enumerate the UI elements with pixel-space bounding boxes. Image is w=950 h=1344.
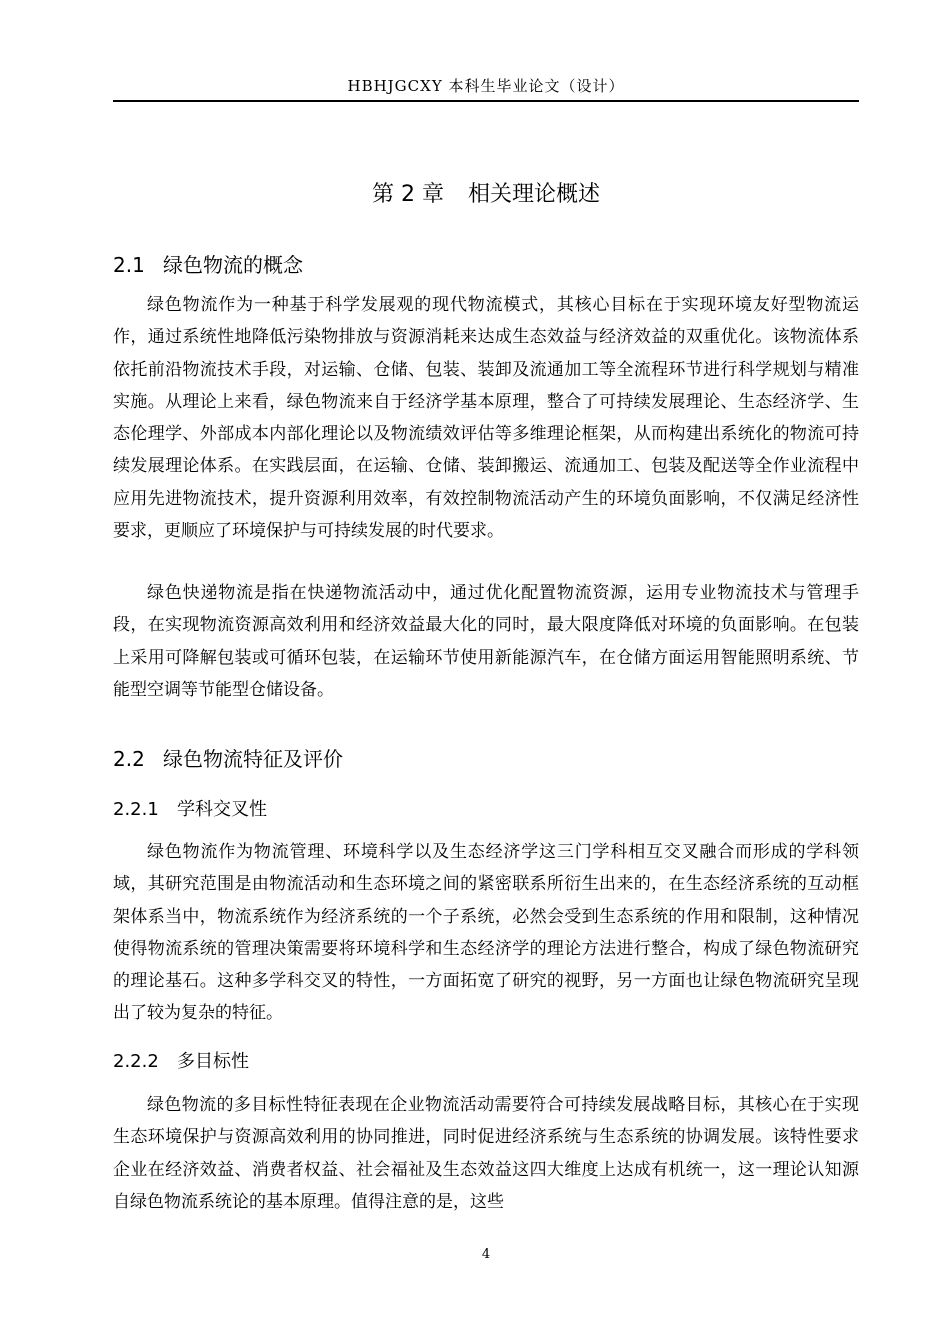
subsection-heading-2-2-1 [113,794,267,826]
header-divider [113,100,859,102]
page-header: HBHJGCXY 本科生毕业论文（设计） [347,77,625,95]
chapter-title [113,175,859,215]
section-title: 绿色物流特征及评价 [163,747,343,771]
paragraph: 绿色物流作为一种基于科学发展观的现代物流模式，其核心目标在于实现环境友好型物流运作，通过系统性地降低污染物排放与资源消耗来达成生态效益与经济效益的双重优化。该物流体系依托前沿物流技术手段，对运输、仓储、包装、装卸及流通加工等全流程环节进行科学规划与精准实施。从理论上来看，绿色物流来自于经济学基本原理，整合了可持续发展理论、生态经济学、生态伦理学、外部成本内部化理论以及物流绩效评估等多维理论框架，从而构建出系统化的物流可持续发展理论体系。在实践层面，在运输、仓储、装卸搬运、流通加工、包装及配送等全作业流程中应用先进物流技术，提升资源利用效率，有效控制物流活动产生的环境负面影响，不仅满足经济性要求，更顺应了环境保护与可持续发展的时代要求。 [113,295,859,542]
paragraph: 绿色物流的多目标性特征表现在企业物流活动需要符合可持续发展战略目标，其核心在于实现生态环境保护与资源高效利用的协同推进，同时促进经济系统与生态系统的协调发展。该特性要求企业在经济效益、消费者权益、社会福祉及生态效益这四大维度上达成有机统一，这一理论认知源自绿色物流系统论的基本原理。值得注意的是，这些 [113,1095,859,1212]
chapter-name: 相关理论概述 [467,182,600,207]
section-heading-2-1 [113,249,303,281]
section-title: 绿色物流的概念 [163,253,303,277]
paragraph: 绿色快递物流是指在快递物流活动中，通过优化配置物流资源，运用专业物流技术与管理手段，在实现物流资源高效利用和经济效益最大化的同时，最大限度降低对环境的负面影响。在包装上采用可降解包装或可循环包装，在运输环节使用新能源汽车，在仓储方面运用智能照明系统、节能型空调等节能型仓储设备。 [113,583,859,700]
page-number: 4 [481,1247,491,1262]
subsection-number: 2.2.2 [113,1051,159,1072]
chapter-label: 第 2 章 [372,182,444,207]
subsection-heading-2-2-2 [113,1046,249,1078]
section-heading-2-2 [113,743,343,775]
paragraph: 绿色物流作为物流管理、环境科学以及生态经济学这三门学科相互交叉融合而形成的学科领域，其研究范围是由物流活动和生态环境之间的紧密联系所衍生出来的，在生态经济系统的互动框架体系当中，物流系统作为经济系统的一个子系统，必然会受到生态系统的作用和限制，这种情况使得物流系统的管理决策需要将环境科学和生态经济学的理论方法进行整合，构成了绿色物流研究的理论基石。这种多学科交叉的特性，一方面拓宽了研究的视野，另一方面也让绿色物流研究呈现出了较为复杂的特征。 [113,842,859,1024]
subsection-number: 2.2.1 [113,799,159,820]
section-number: 2.1 [113,253,145,277]
subsection-title: 学科交叉性 [177,799,267,820]
subsection-title: 多目标性 [177,1051,249,1072]
section-number: 2.2 [113,747,145,771]
